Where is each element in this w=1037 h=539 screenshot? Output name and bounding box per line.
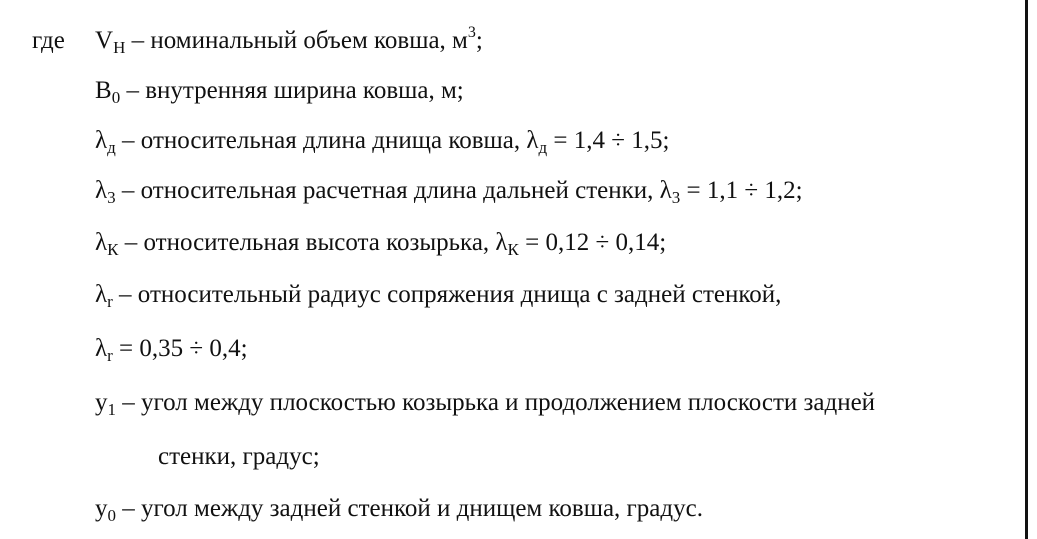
subscript: д: [538, 138, 548, 157]
definition-text: – номинальный объем ковша, м: [125, 27, 468, 54]
symbol: B: [95, 77, 112, 104]
definition-line-7: [95, 334, 248, 364]
definition-line-6: [95, 280, 781, 310]
symbol: λ: [95, 335, 108, 362]
subscript: r: [107, 346, 113, 365]
definition-line-2: [95, 76, 464, 106]
definition-text: – внутренняя ширина ковша, м;: [120, 77, 464, 104]
subscript: 3: [671, 188, 681, 207]
subscript: К: [107, 240, 119, 259]
symbol: λ: [95, 127, 108, 154]
definition-line-8: [95, 388, 875, 418]
definition-text: – относительный радиус сопряжения днища с задней стенкой,: [112, 281, 782, 308]
symbol: y: [95, 495, 108, 522]
definition-tail: = 0,12 ÷ 0,14;: [518, 229, 667, 256]
definition-text: – угол между плоскостью козырька и продолжением плоскости задней: [116, 389, 876, 416]
definition-tail: ;: [475, 27, 483, 54]
definition-text: – угол между задней стенкой и днищем ковша, градус.: [116, 495, 703, 522]
definition-line-1: [95, 26, 483, 56]
definition-line-3: [95, 126, 669, 156]
subscript: д: [107, 138, 116, 157]
superscript: 3: [467, 24, 476, 41]
symbol: λ: [95, 281, 108, 308]
definition-tail: = 1,4 ÷ 1,5;: [547, 127, 670, 154]
lead-word: где: [32, 27, 65, 54]
symbol: V: [95, 27, 114, 54]
subscript: К: [507, 240, 519, 259]
symbol: λ: [659, 177, 672, 204]
symbol: λ: [495, 229, 508, 256]
symbol: y: [95, 389, 108, 416]
symbol: λ: [95, 229, 108, 256]
subscript: r: [107, 292, 113, 311]
subscript: Н: [113, 38, 126, 57]
subscript: 0: [111, 88, 121, 107]
page-border-line: [1025, 0, 1028, 539]
definition-line-4: [95, 176, 803, 206]
definition-tail: = 0,35 ÷ 0,4;: [112, 335, 248, 362]
subscript: 1: [107, 400, 116, 419]
symbol: λ: [95, 177, 108, 204]
continuation-text: стенки, градус;: [158, 443, 320, 470]
definition-text: – относительная высота козырька,: [118, 229, 496, 256]
symbol: λ: [526, 127, 539, 154]
definition-line-9: [95, 494, 703, 524]
subscript: 0: [107, 506, 116, 525]
definition-text: – относительная расчетная длина дальней стенки,: [115, 177, 660, 204]
definition-line-8-continuation: [158, 442, 320, 472]
definition-text: – относительная длина днища ковша,: [115, 127, 527, 154]
definition-line-5: [95, 228, 666, 258]
subscript: 3: [107, 188, 116, 207]
definition-tail: = 1,1 ÷ 1,2;: [680, 177, 803, 204]
